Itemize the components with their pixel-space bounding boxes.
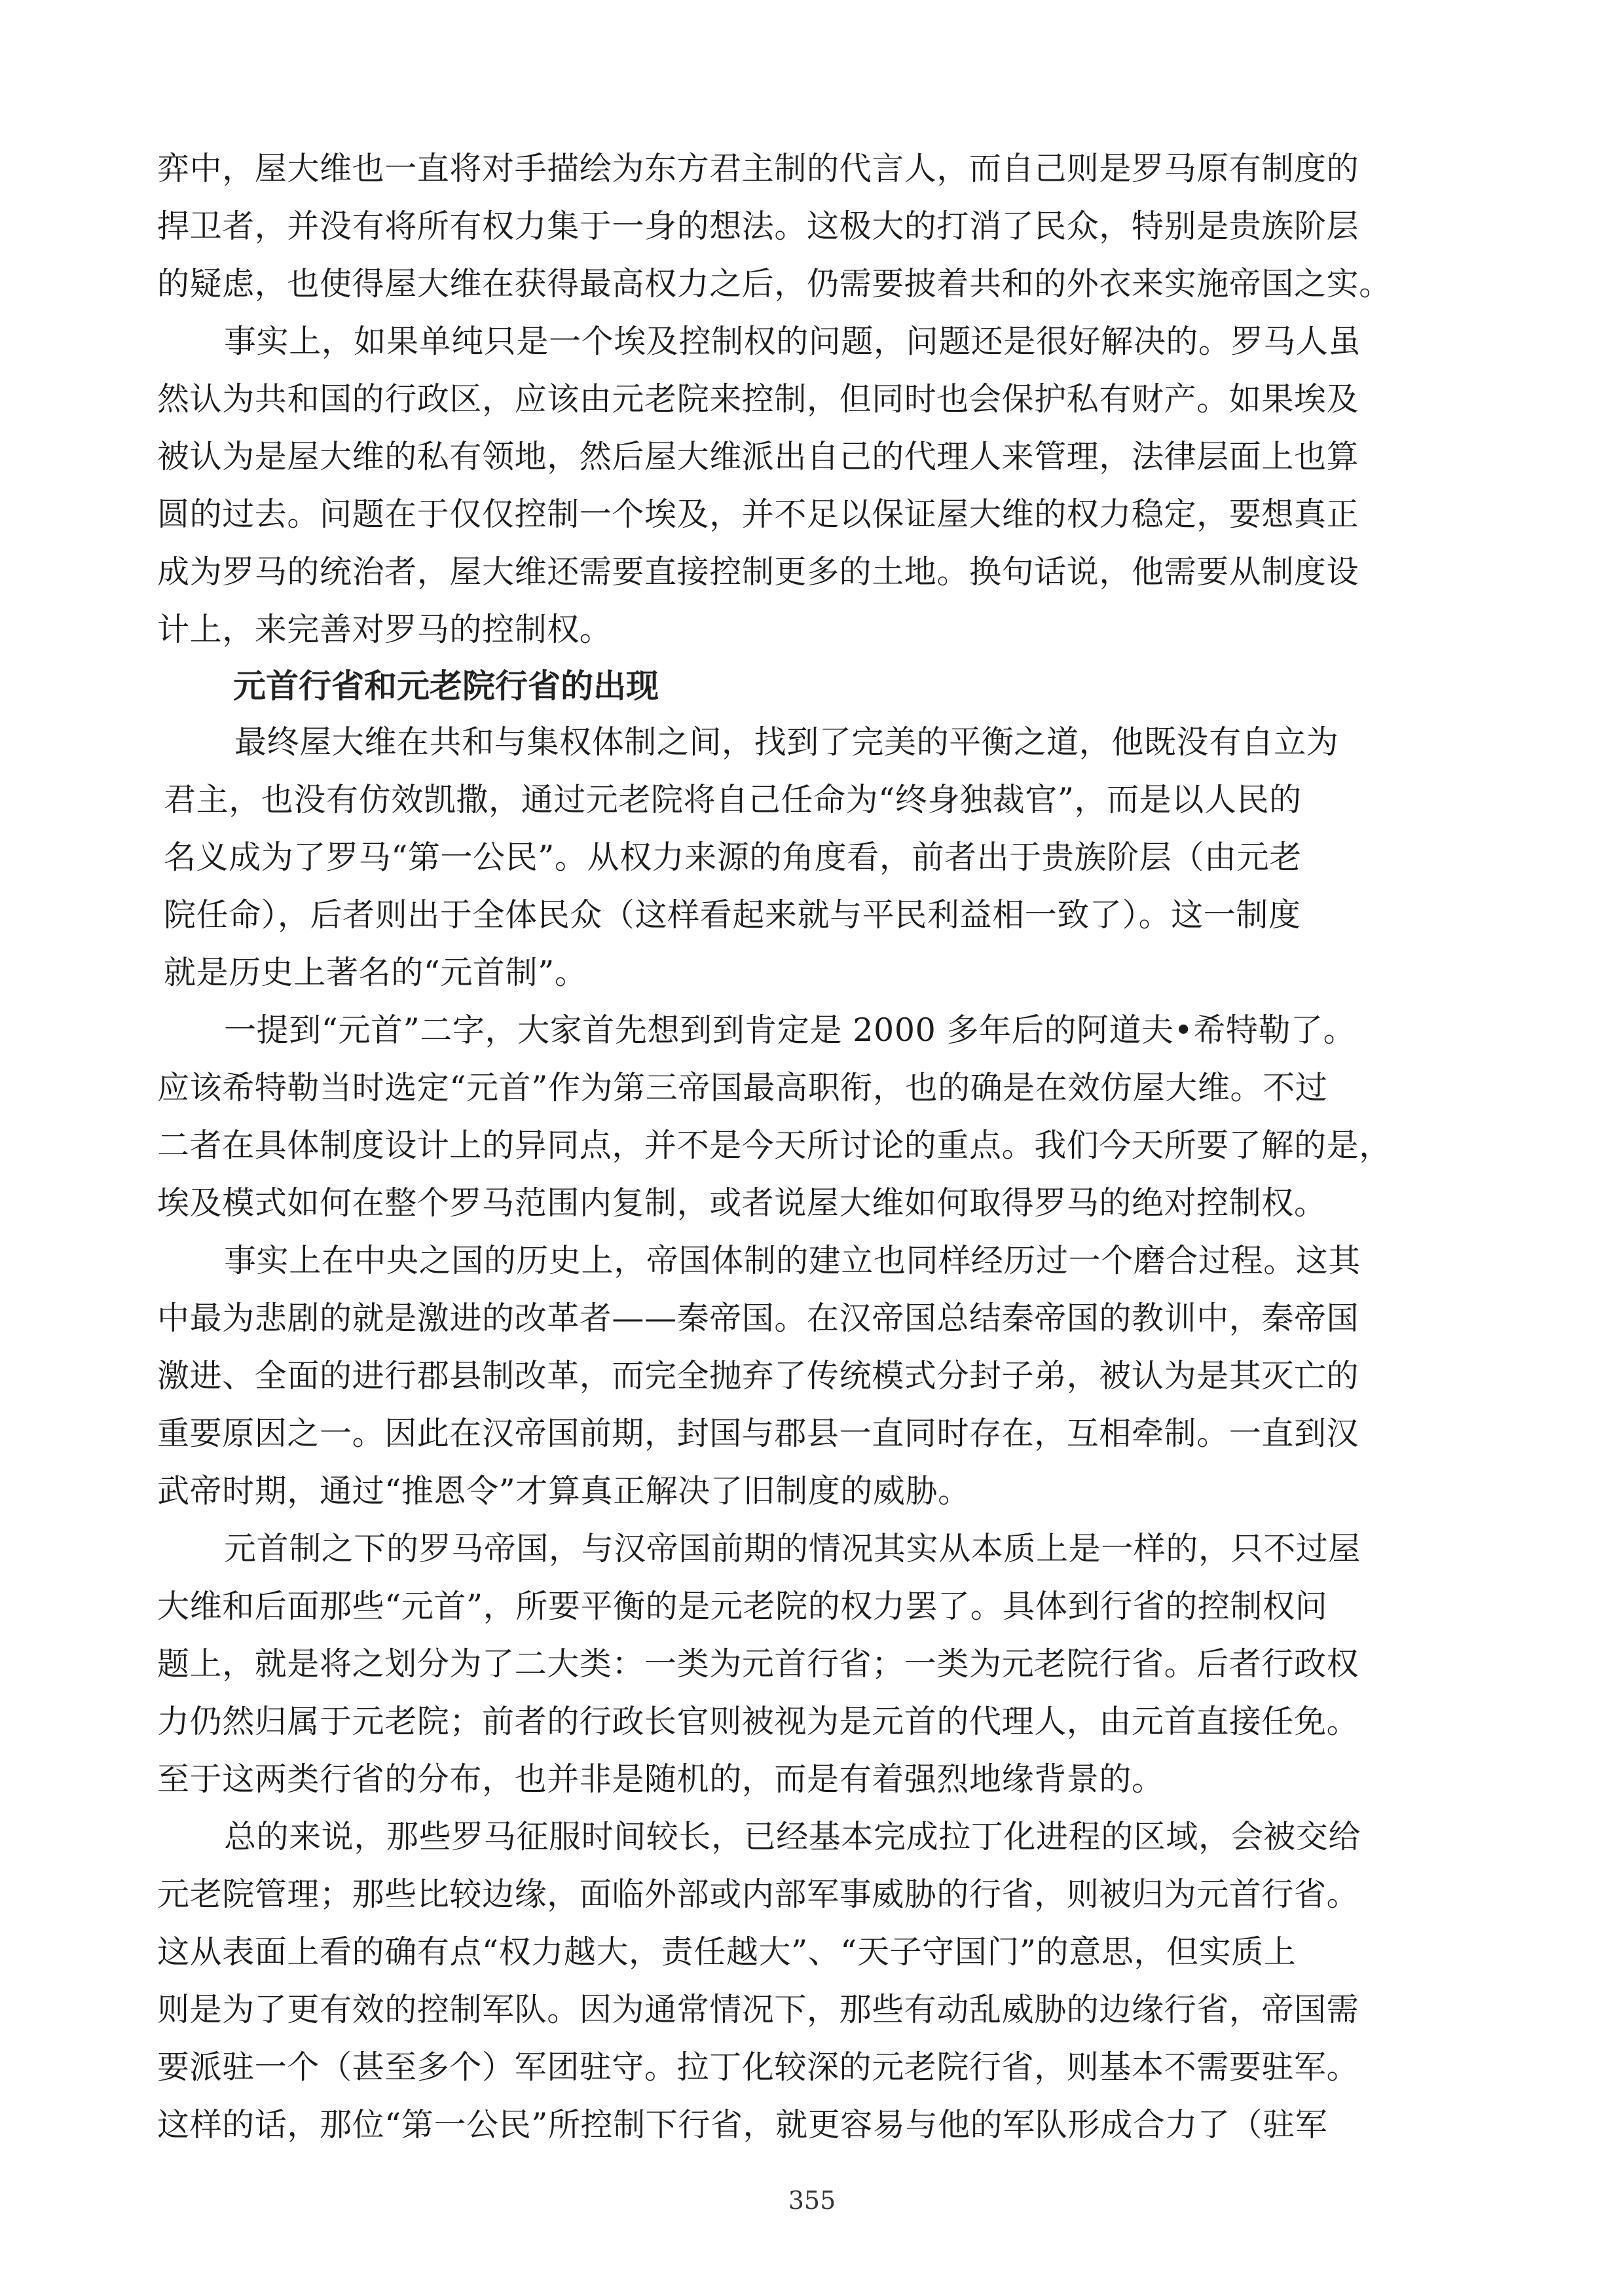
paragraph-line: 这从表面上看的确有点“权力越大，责任越大”、“天子守国门”的意思，但实质上 <box>157 1933 1297 1971</box>
paragraph-line: 重要原因之一。因此在汉帝国前期，封国与郡县一直同时存在，互相牵制。一直到汉 <box>157 1415 1359 1452</box>
paragraph-line: 要派驻一个（甚至多个）军团驻守。拉丁化较深的元老院行省，则基本不需要驻军。 <box>157 2049 1359 2086</box>
paragraph-line: 埃及模式如何在整个罗马范围内复制，或者说屋大维如何取得罗马的绝对控制权。 <box>157 1184 1327 1222</box>
paragraph-line: 这样的话，那位“第一公民”所控制下行省，就更容易与他的军队形成合力了（驻军 <box>157 2106 1328 2143</box>
page-number: 355 <box>788 2186 836 2215</box>
paragraph-line: 就是历史上著名的“元首制”。 <box>164 954 587 991</box>
paragraph-line: 总的来说，那些罗马征服时间较长，已经基本完成拉丁化进程的区域，会被交给 <box>224 1818 1361 1855</box>
paragraph-line: 然认为共和国的行政区，应该由元老院来控制，但同时也会保护私有财产。如果埃及 <box>157 380 1359 418</box>
paragraph-line: 君主，也没有仿效凯撒，通过元老院将自己任命为“终身独裁官”，而是以人民的 <box>164 781 1302 818</box>
paragraph-line: 则是为了更有效的控制军队。因为通常情况下，那些有动乱威胁的边缘行省，帝国需 <box>157 1991 1359 2028</box>
paragraph-line: 力仍然归属于元老院；前者的行政长官则被视为是元首的代理人，由元首直接任免。 <box>157 1703 1359 1740</box>
paragraph-line: 中最为悲剧的就是激进的改革者——秦帝国。在汉帝国总结秦帝国的教训中，秦帝国 <box>157 1300 1359 1337</box>
paragraph-line: 捍卫者，并没有将所有权力集于一身的想法。这极大的打消了民众，特别是贵族阶层 <box>157 208 1359 245</box>
paragraph-line: 院任命），后者则出于全体民众（这样看起来就与平民利益相一致了）。这一制度 <box>164 896 1301 934</box>
paragraph-line: 激进、全面的进行郡县制改革，而完全抛弃了传统模式分封子弟，被认为是其灭亡的 <box>157 1357 1359 1394</box>
paragraph-line: 题上，就是将之划分为了二大类：一类为元首行省；一类为元老院行省。后者行政权 <box>157 1645 1359 1683</box>
paragraph-line: 事实上在中央之国的历史上，帝国体制的建立也同样经历过一个磨合过程。这其 <box>224 1242 1361 1279</box>
paragraph-line: 元老院管理；那些比较边缘，面临外部或内部军事威胁的行省，则被归为元首行省。 <box>157 1876 1359 1913</box>
paragraph-line: 的疑虑，也使得屋大维在获得最高权力之后，仍需要披着共和的外衣来实施帝国之实。 <box>157 265 1392 302</box>
paragraph-line: 事实上，如果单纯只是一个埃及控制权的问题，问题还是很好解决的。罗马人虽 <box>224 323 1361 360</box>
paragraph-line: 武帝时期，通过“推恩令”才算真正解决了旧制度的威胁。 <box>157 1472 970 1510</box>
paragraph-line: 圆的过去。问题在于仅仅控制一个埃及，并不足以保证屋大维的权力稳定，要想真正 <box>157 496 1359 533</box>
paragraph-line: 被认为是屋大维的私有领地，然后屋大维派出自己的代理人来管理，法律层面上也算 <box>157 438 1359 475</box>
paragraph-line: 一提到“元首”二字，大家首先想到到肯定是 2000 多年后的阿道夫•希特勒了。 <box>224 1011 1356 1049</box>
paragraph-line: 成为罗马的统治者，屋大维还需要直接控制更多的土地。换句话说，他需要从制度设 <box>157 553 1359 591</box>
paragraph-line: 计上，来完善对罗马的控制权。 <box>157 611 612 648</box>
paragraph-line: 最终屋大维在共和与集权体制之间，找到了完美的平衡之道，他既没有自立为 <box>234 723 1339 761</box>
paragraph-line: 大维和后面那些“元首”，所要平衡的是元老院的权力罢了。具体到行省的控制权问 <box>157 1588 1328 1625</box>
section-heading: 元首行省和元老院行省的出现 <box>233 667 659 705</box>
paragraph-line: 名义成为了罗马“第一公民”。从权力来源的角度看，前者出于贵族阶层（由元老 <box>164 839 1302 876</box>
paragraph-line: 二者在具体制度设计上的异同点，并不是今天所讨论的重点。我们今天所要了解的是， <box>157 1127 1392 1164</box>
paragraph-line: 至于这两类行省的分布，也并非是随机的，而是有着强烈地缘背景的。 <box>157 1760 1164 1798</box>
paragraph-line: 应该希特勒当时选定“元首”作为第三帝国最高职衔，也的确是在效仿屋大维。不过 <box>157 1069 1328 1106</box>
paragraph-line: 元首制之下的罗马帝国，与汉帝国前期的情况其实从本质上是一样的，只不过屋 <box>224 1530 1361 1567</box>
paragraph-line: 弈中，屋大维也一直将对手描绘为东方君主制的代言人，而自己则是罗马原有制度的 <box>157 150 1359 187</box>
